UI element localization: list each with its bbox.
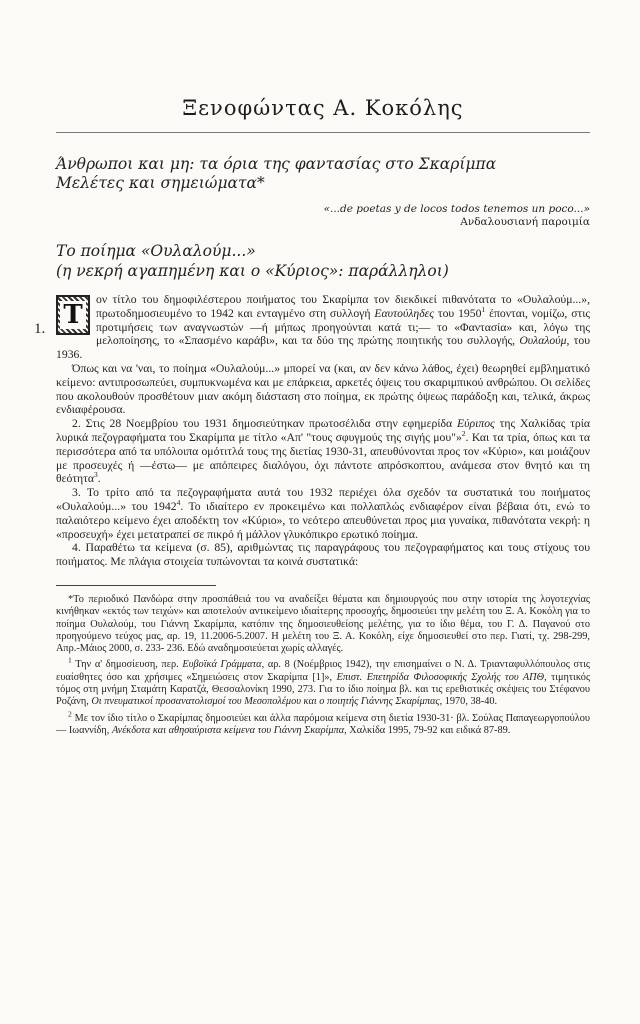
- body-text: [34, 293, 591, 569]
- author-name: Ξενοφώντας Α. Κοκόλης: [182, 96, 464, 120]
- footnote-marker: 2: [68, 709, 72, 719]
- book-title: Οι πνευματικοί προσανατολισμοί του Μεσοπολέμου και ο ποιητής Γιάννης Σκαρίμπας: [91, 696, 440, 708]
- footnote-ref: 3: [93, 470, 98, 480]
- footnote-marker: 1: [68, 656, 72, 665]
- text-run: του 1950: [434, 306, 482, 320]
- journal-title: Επιστ. Επετηρίδα Φιλοσοφικής Σχολής του ΑΠΘ: [336, 671, 545, 683]
- footnote-2: [56, 709, 591, 738]
- footnote-rule: [56, 585, 216, 586]
- text-run: Με τον ίδιο τίτλο ο Σκαρίμπας δημοσιεύει και άλλα παρόμοια κείμενα στη διετία 1930-31· βλ. Σούλας Παπαγεωργοπούλου — Ιωαννίδη,: [56, 712, 591, 736]
- journal-title: Ευβοϊκά Γράμματα: [182, 659, 262, 671]
- article-title-line-2: Μελέτες και σημειώματα*: [56, 174, 265, 192]
- text-run: , Χαλκίδα 1995, 79-92 και ειδικά 87-89.: [344, 724, 511, 736]
- text-run: .: [97, 472, 101, 486]
- newspaper-title: Εύριπος: [457, 417, 495, 431]
- footnote-ref: 4: [176, 498, 181, 508]
- epigraph-source: Ανδαλουσιανή παροιμία: [460, 216, 590, 228]
- text-run: ον τίτλο του δημοφιλέστερου ποιήματος του Σκαρίμπα τον διεκδικεί πιθανότατα το «Ουλαλούμ...», πρωτοδημοσιευμένο το 1942 και ενταγμένο στη συλλογή: [96, 293, 590, 320]
- article-title-line-1: Άνθρωποι και μη: τα όρια της φαντασίας στο Σκαρίμπα: [56, 155, 497, 173]
- section-title: [56, 241, 590, 281]
- book-title: Ουλαλούμ: [519, 334, 567, 348]
- text-run: έπονται, νομίζω, στις προτιμήσεις των αναγνωστών —ή μήπως προηγούνται κατά τι;— το «Φαντασία» και, λόγω της μελοποίησης, το «Σπασμένο καράβι», και τα δύο της πρώτης ποιητικής του συλλογής,: [96, 306, 590, 348]
- text-run: , 1970, 38-40.: [439, 696, 498, 708]
- paragraph-1: [34, 293, 590, 362]
- text-run: 2. Στις 28 Νοεμβρίου του 1931 δημοσιεύτηκαν πρωτοσέλιδα στην εφημερίδα: [72, 417, 457, 431]
- drop-cap-letter: Τ: [60, 301, 85, 329]
- paragraph-5: 4. Παραθέτω τα κείμενα (σ. 85), αριθμώντας τις παραγράφους του πεζογραφήματος και τους στίχους του ποιήματος. Με πλάγια στοιχεία τυπώνονται τα κοινά συστατικά:: [56, 541, 590, 569]
- footnote-1: [56, 656, 591, 708]
- book-title: Εαυτούληδες: [374, 306, 435, 320]
- article-title: [56, 155, 590, 193]
- paragraph-4: [56, 486, 590, 541]
- text-run: Την α' δημοσίευση, περ.: [75, 659, 183, 671]
- footnote-ref: 1: [481, 304, 486, 314]
- text-run: , αρ. 8 (Νοέμβριος 1942), την επισημαίνει ο Ν. Δ. Τριανταφυλλόπουλος στις ευαίσθητες όσο και χρήσιμες «Σημειώσεις στον Σκαρίμπα [1]»,: [56, 659, 590, 683]
- book-title: Ανέκδοτα και αθησαύριστα κείμενα του Γιάννη Σκαρίμπα: [111, 724, 345, 736]
- footnote-star: *Το περιοδικό Πανδώρα στην προσπάθειά του να αναδείξει θέματα και δημιουργούς που στην ιστορία της λογοτεχνίας κινήθηκαν «εκτός των τειχών» και αποτελούν αντικείμενο ιδιαίτερης προσοχής, δημοσιεύει την μελέτη του Ξ. Α. Κοκόλη για το ποίημα Ουλαλούμ, του Γιάννη Σκαρίμπα, κατόπιν της δημοσιευθείσης μελέτης, για το ίδιο θέμα, του Γ. Δ. Παγανού στο προηγούμενο τεύχος μας, αρ. 19, 11.2006-5.2007. Η μελέτη του Ξ. Α. Κοκόλη, είχε δημοσιευθεί στο περ. Γιατί, τχ. 298-299, Απρ.-Μάιος 2000, σ. 233- 236. Εδώ αναδημοσιεύεται χωρίς αλλαγές.: [56, 593, 590, 655]
- section-number: 1.: [34, 321, 46, 337]
- footnotes: [56, 594, 590, 737]
- section-title-line-1: Το ποίημα «Ουλαλούμ...»: [56, 242, 256, 260]
- text-run: , του 1936.: [56, 334, 590, 362]
- section-title-line-2: (η νεκρή αγαπημένη και ο «Κύριος»: παράλληλοι): [56, 262, 449, 280]
- epigraph: [56, 203, 590, 229]
- paragraph-3: [56, 417, 590, 486]
- header-rule: [56, 132, 590, 133]
- text-run: . Το ιδιαίτερο εν προκειμένω και πολλαπλώς ενδιαφέρον είναι βέβαια ότι, ενώ το παλαιότερο κείμενο έχει αποδέκτη τον «Κύριο», το νεότερο απευθύνεται προς μια γυναίκα, πιθανότατα νεκρή: η «προσευχή» έχει μετατραπεί σε πικρό ή μάλλον γλυκόπικρο ερωτικό ποίημα.: [56, 499, 590, 541]
- footnote-ref: 2: [461, 429, 466, 439]
- paragraph-2: Όπως και να 'ναι, το ποίημα «Ουλαλούμ...» μπορεί να (και, αν δεν κάνω λάθος, έχει) θεωρηθεί εμβληματικό κείμενο: αντιπροσωπεύει, συμπυκνωμένα και με επάρκεια, αρκετές όψεις του σκαριμπικού ανθρώπου. Οι σελίδες που ακολουθούν προσθέτουν μιαν ακόμη διάσταση στο ποίημα, εκ πρώτης όψεως παράδοξη και, τελικά, άκρως ενδιαφέρουσα.: [56, 361, 590, 417]
- text-run: , τιμητικός τόμος στη μνήμη Σταμάτη Καρατζά, Θεσσαλονίκη 1990, 273. Για το ίδιο ποίημα βλ. και τις ερεθιστικές σκέψεις του Στέφανου Ροζάνη,: [56, 671, 591, 708]
- text-run: 3. Το τρίτο από τα πεζογραφήματα αυτά του 1932 περιέχει όλα σχεδόν τα συστατικά του ποιήματος «Ουλαλούμ...» του 1942: [56, 486, 590, 513]
- text-run: . Και τα τρία, όπως και τα περισσότερα από τα υπόλοιπα ομότιτλά τους της διετίας 1930-31, απευθύνονται προς τον «Κύριο», και μοιάζουν με προσευχές ή —έστω— με απόπειρες διαλόγου, όχι πάντοτε απρόσκοπτου, ανάμεσα στον θνητό και τη θεότητα: [56, 430, 590, 486]
- drop-cap: [56, 295, 90, 335]
- text-run: της Χαλκίδας τρία λυρικά πεζογραφήματα του Σκαρίμπα με τίτλο «Απ' "τους σφυγμούς της σιγής μου"»: [56, 417, 591, 444]
- epigraph-quote: «...de poetas y de locos todos tenemos un poco...»: [323, 203, 590, 215]
